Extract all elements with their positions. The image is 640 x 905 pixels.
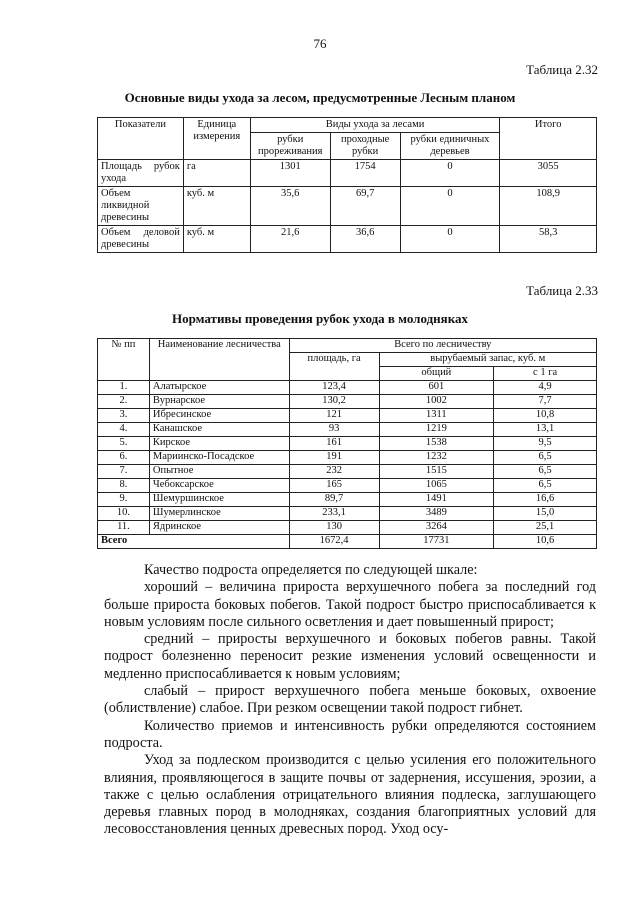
table2-cell-num: 8.	[98, 479, 150, 493]
table2-cell-num: 4.	[98, 423, 150, 437]
table1-header-group: Виды ухода за лесами	[250, 118, 500, 133]
table2-cell-volume: 1311	[379, 409, 494, 423]
table2-cell-volume: 1232	[379, 451, 494, 465]
table1-cell-v2: 69,7	[330, 187, 400, 226]
table2-cell-area: 93	[289, 423, 379, 437]
table2-cell-num: 11.	[98, 521, 150, 535]
table1-header-unit: Единица измерения	[183, 118, 250, 160]
table2-cell-name: Ядринское	[149, 521, 289, 535]
table2-cell-area: 121	[289, 409, 379, 423]
table2-cell-name: Шумерлинское	[149, 507, 289, 521]
table2-cell-name: Вурнарское	[149, 395, 289, 409]
table2-cell-name: Мариинско-Посадское	[149, 451, 289, 465]
table1	[97, 117, 597, 253]
table1-cell-v1: 1301	[250, 160, 330, 187]
table1-cell-v3: 0	[400, 187, 500, 226]
table1-cell-unit: куб. м	[183, 226, 250, 253]
table2-cell-area: 130	[289, 521, 379, 535]
table1-title: Основные виды ухода за лесом, предусмотренные Лесным планом	[124, 90, 516, 105]
body-paragraph: Уход за подлеском производится с целью усиления его положительного влияния, проявляющегося в защите почвы от задернения, иссушения, эрозии, а также с целью ослабления отрицательного влияния подлеска, заглушающего деревья главных пород в молодняках, создания благоприятных условий для лесовосстановления ценных древесных пород. Уход осу-	[104, 752, 596, 838]
table2-cell-volume: 1065	[379, 479, 494, 493]
table1-cell-name: Площадь рубок ухода	[98, 160, 184, 187]
table2-cell-area: 165	[289, 479, 379, 493]
table2-cell-area: 233,1	[289, 507, 379, 521]
table2-cell-volume: 1002	[379, 395, 494, 409]
table2-row	[98, 395, 597, 409]
table2-cell-name: Канашское	[149, 423, 289, 437]
table1-cell-v1: 35,6	[250, 187, 330, 226]
table1-cell-v1: 21,6	[250, 226, 330, 253]
table2	[97, 338, 597, 549]
table2-cell-per-ha: 16,6	[494, 493, 597, 507]
table2-cell-volume: 1538	[379, 437, 494, 451]
table2-cell-area: 191	[289, 451, 379, 465]
table2-header-name: Наименование лесничества	[149, 339, 289, 381]
table2-cell-volume: 1491	[379, 493, 494, 507]
table2-cell-name: Чебоксарское	[149, 479, 289, 493]
table2-cell-per-ha: 15,0	[494, 507, 597, 521]
table2-cell-per-ha: 4,9	[494, 381, 597, 395]
table2-row	[98, 479, 597, 493]
table2-cell-volume: 3489	[379, 507, 494, 521]
body-paragraph: слабый – прирост верхушечного побега меньше боковых, охвоение (облиствление) слабое. При резком освещении такой подрост гибнет.	[104, 683, 596, 717]
table2-total-per-ha: 10,6	[494, 535, 597, 549]
table1-header-total: Итого	[500, 118, 597, 160]
table2-total-volume: 17731	[379, 535, 494, 549]
table2-cell-num: 9.	[98, 493, 150, 507]
table1-cell-v3: 0	[400, 160, 500, 187]
table2-header-area: площадь, га	[289, 353, 379, 381]
table1-row	[98, 226, 597, 253]
table2-cell-num: 1.	[98, 381, 150, 395]
table2-cell-name: Шемуршинское	[149, 493, 289, 507]
page-number: 76	[313, 36, 327, 51]
table2-row	[98, 465, 597, 479]
table2-cell-per-ha: 6,5	[494, 479, 597, 493]
table2-cell-num: 3.	[98, 409, 150, 423]
table2-title: Нормативы проведения рубок ухода в молодняках	[171, 311, 468, 326]
table2-row	[98, 521, 597, 535]
table2-cell-per-ha: 6,5	[494, 465, 597, 479]
table2-cell-area: 161	[289, 437, 379, 451]
table2-cell-per-ha: 7,7	[494, 395, 597, 409]
table1-header-col2: проходные рубки	[330, 133, 400, 160]
table1-label: Таблица 2.32	[526, 62, 598, 77]
table2-row	[98, 507, 597, 521]
table2-header-vol-per-ha: с 1 га	[494, 367, 597, 381]
table2-cell-area: 232	[289, 465, 379, 479]
table1-cell-total: 3055	[500, 160, 597, 187]
table1-row	[98, 160, 597, 187]
table2-row	[98, 423, 597, 437]
table2-cell-num: 10.	[98, 507, 150, 521]
table2-cell-per-ha: 13,1	[494, 423, 597, 437]
table2-cell-name: Опытное	[149, 465, 289, 479]
table2-cell-num: 6.	[98, 451, 150, 465]
table1-header-col1: рубки прореживания	[250, 133, 330, 160]
table2-cell-volume: 1515	[379, 465, 494, 479]
table2-cell-per-ha: 10,8	[494, 409, 597, 423]
table1-cell-name: Объем ликвидной древесины	[98, 187, 184, 226]
table1-cell-total: 58,3	[500, 226, 597, 253]
body-text	[104, 562, 596, 839]
table2-cell-name: Ибресинское	[149, 409, 289, 423]
body-paragraph: Качество подроста определяется по следующей шкале:	[144, 562, 478, 578]
table2-cell-area: 123,4	[289, 381, 379, 395]
table2-header-volume: вырубаемый запас, куб. м	[379, 353, 597, 367]
table2-row	[98, 437, 597, 451]
body-paragraph: средний – приросты верхушечного и боковых побегов равны. Такой подрост болезненно переносит резкие изменения условий освещенности и медленно приспосабливается к новым условиям;	[104, 631, 596, 682]
table2-total-row	[98, 535, 597, 549]
table2-header-group: Всего по лесничеству	[289, 339, 596, 353]
table2-cell-area: 130,2	[289, 395, 379, 409]
table1-cell-name: Объем деловой древесины	[98, 226, 184, 253]
table2-cell-per-ha: 9,5	[494, 437, 597, 451]
table2-row	[98, 381, 597, 395]
table2-cell-area: 89,7	[289, 493, 379, 507]
body-paragraph: Количество приемов и интенсивность рубки определяются состоянием подроста.	[104, 717, 596, 751]
table2-cell-volume: 601	[379, 381, 494, 395]
table2-cell-per-ha: 25,1	[494, 521, 597, 535]
table2-total-label: Всего	[98, 535, 290, 549]
table2-cell-num: 5.	[98, 437, 150, 451]
table2-label: Таблица 2.33	[526, 283, 598, 298]
table2-header-num: № пп	[98, 339, 150, 381]
table1-row	[98, 187, 597, 226]
table2-cell-volume: 3264	[379, 521, 494, 535]
table2-cell-per-ha: 6,5	[494, 451, 597, 465]
table1-cell-unit: га	[183, 160, 250, 187]
table2-row	[98, 493, 597, 507]
table2-row	[98, 451, 597, 465]
table2-cell-name: Кирское	[149, 437, 289, 451]
table1-cell-unit: куб. м	[183, 187, 250, 226]
table2-cell-num: 2.	[98, 395, 150, 409]
table2-row	[98, 409, 597, 423]
table2-cell-num: 7.	[98, 465, 150, 479]
table1-header-col3: рубки единичных деревьев	[400, 133, 500, 160]
table1-cell-v2: 36,6	[330, 226, 400, 253]
table2-header-vol-total: общий	[379, 367, 494, 381]
table1-cell-v2: 1754	[330, 160, 400, 187]
table2-total-area: 1672,4	[289, 535, 379, 549]
body-paragraph: хороший – величина прироста верхушечного побега за последний год больше прироста боковых побегов. Такой подрост быстро приспосабливается к новым условиям после сильного осветления и дает повышенный прирост;	[104, 579, 596, 630]
table1-header-indicator: Показатели	[98, 118, 184, 160]
table2-cell-name: Алатырское	[149, 381, 289, 395]
table1-cell-total: 108,9	[500, 187, 597, 226]
table1-cell-v3: 0	[400, 226, 500, 253]
table2-cell-volume: 1219	[379, 423, 494, 437]
